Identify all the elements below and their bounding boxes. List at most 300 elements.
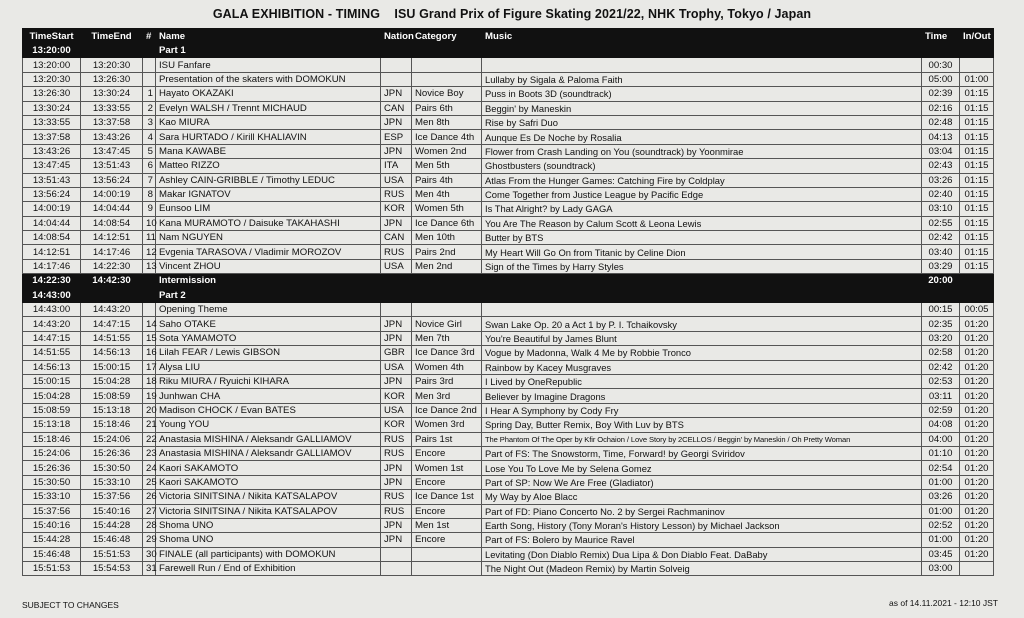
name-cell: Sota YAMAMOTO	[156, 331, 381, 345]
nation-cell: KOR	[381, 389, 412, 403]
time-end-cell: 13:30:24	[81, 87, 143, 101]
nation-cell: USA	[381, 259, 412, 273]
time-start-cell: 13:56:24	[23, 187, 81, 201]
number-cell	[143, 72, 156, 86]
in-out-cell: 01:15	[960, 115, 994, 129]
time-end-cell: 15:54:53	[81, 562, 143, 576]
column-header-in-out: In/Out	[960, 29, 994, 44]
empty-cell	[143, 288, 156, 302]
number-cell: 21	[143, 418, 156, 432]
empty-cell	[81, 288, 143, 302]
table-row	[23, 130, 994, 144]
number-cell: 23	[143, 446, 156, 460]
nation-cell: JPN	[381, 374, 412, 388]
number-cell: 28	[143, 518, 156, 532]
category-cell: Men 8th	[412, 115, 482, 129]
category-cell: Women 5th	[412, 202, 482, 216]
category-cell: Pairs 3rd	[412, 374, 482, 388]
table-row	[23, 72, 994, 86]
name-cell: Lilah FEAR / Lewis GIBSON	[156, 346, 381, 360]
column-header-timeend: TimeEnd	[81, 29, 143, 44]
nation-cell: USA	[381, 403, 412, 417]
time-start-cell: 15:37:56	[23, 504, 81, 518]
time-cell: 02:59	[922, 403, 960, 417]
intermission-duration: 20:00	[922, 274, 960, 288]
time-end-cell: 14:51:55	[81, 331, 143, 345]
number-cell: 4	[143, 130, 156, 144]
time-cell: 00:30	[922, 58, 960, 72]
time-start-cell: 15:33:10	[23, 490, 81, 504]
time-end-cell: 14:08:54	[81, 216, 143, 230]
music-cell: Come Together from Justice League by Pacific Edge	[482, 187, 922, 201]
time-start-cell: 14:51:55	[23, 346, 81, 360]
music-cell: Swan Lake Op. 20 a Act 1 by P. I. Tchaikovsky	[482, 317, 922, 331]
time-cell: 00:15	[922, 303, 960, 317]
part-label: Part 2	[156, 288, 381, 302]
nation-cell: RUS	[381, 504, 412, 518]
part1-header-row	[23, 44, 994, 58]
time-end-cell: 15:13:18	[81, 403, 143, 417]
in-out-cell: 00:05	[960, 303, 994, 317]
event-name: ISU Grand Prix of Figure Skating 2021/22, NHK Trophy, Tokyo / Japan	[394, 7, 812, 21]
table-row	[23, 490, 994, 504]
time-cell: 03:04	[922, 144, 960, 158]
time-start-cell: 14:43:00	[23, 303, 81, 317]
category-cell	[412, 547, 482, 561]
nation-cell	[381, 58, 412, 72]
category-cell: Ice Dance 4th	[412, 130, 482, 144]
intermission-start: 14:22:30	[23, 274, 81, 288]
nation-cell: JPN	[381, 331, 412, 345]
music-cell: Part of FS: The Snowstorm, Time, Forward! by Georgi Sviridov	[482, 446, 922, 460]
category-cell: Men 2nd	[412, 259, 482, 273]
music-cell: Rainbow by Kacey Musgraves	[482, 360, 922, 374]
time-cell: 02:52	[922, 518, 960, 532]
in-out-cell	[960, 562, 994, 576]
music-cell: You're Beautiful by James Blunt	[482, 331, 922, 345]
number-cell: 19	[143, 389, 156, 403]
table-row	[23, 504, 994, 518]
category-cell: Encore	[412, 504, 482, 518]
empty-cell	[960, 274, 994, 288]
nation-cell: JPN	[381, 115, 412, 129]
number-cell: 6	[143, 159, 156, 173]
time-start-cell: 13:20:30	[23, 72, 81, 86]
time-end-cell: 15:04:28	[81, 374, 143, 388]
nation-cell: JPN	[381, 533, 412, 547]
number-cell: 10	[143, 216, 156, 230]
time-end-cell: 15:08:59	[81, 389, 143, 403]
music-cell: My Way by Aloe Blacc	[482, 490, 922, 504]
time-cell: 02:54	[922, 461, 960, 475]
time-cell: 02:43	[922, 159, 960, 173]
category-cell: Novice Girl	[412, 317, 482, 331]
column-header-timestart: TimeStart	[23, 29, 81, 44]
table-row	[23, 432, 994, 446]
name-cell: Madison CHOCK / Evan BATES	[156, 403, 381, 417]
number-cell	[143, 58, 156, 72]
name-cell: Mana KAWABE	[156, 144, 381, 158]
time-start-cell: 15:00:15	[23, 374, 81, 388]
in-out-cell: 01:20	[960, 446, 994, 460]
column-header-number: #	[143, 29, 156, 44]
name-cell: Anastasia MISHINA / Aleksandr GALLIAMOV	[156, 446, 381, 460]
name-cell: Riku MIURA / Ryuichi KIHARA	[156, 374, 381, 388]
music-cell: My Heart Will Go On from Titanic by Celine Dion	[482, 245, 922, 259]
number-cell: 11	[143, 231, 156, 245]
table-row	[23, 303, 994, 317]
table-row	[23, 317, 994, 331]
nation-cell: ITA	[381, 159, 412, 173]
name-cell: Opening Theme	[156, 303, 381, 317]
nation-cell: RUS	[381, 446, 412, 460]
table-row	[23, 231, 994, 245]
time-cell: 03:26	[922, 173, 960, 187]
category-cell: Pairs 2nd	[412, 245, 482, 259]
part-start-time: 13:20:00	[23, 44, 81, 58]
time-end-cell: 13:20:30	[81, 58, 143, 72]
time-cell: 02:53	[922, 374, 960, 388]
number-cell	[143, 303, 156, 317]
table-row	[23, 144, 994, 158]
in-out-cell: 01:20	[960, 504, 994, 518]
category-cell: Encore	[412, 446, 482, 460]
nation-cell	[381, 562, 412, 576]
category-cell: Men 5th	[412, 159, 482, 173]
table-row	[23, 389, 994, 403]
in-out-cell: 01:15	[960, 202, 994, 216]
music-cell: Vogue by Madonna, Walk 4 Me by Robbie Tronco	[482, 346, 922, 360]
category-cell: Ice Dance 3rd	[412, 346, 482, 360]
time-end-cell: 15:44:28	[81, 518, 143, 532]
name-cell: Kaori SAKAMOTO	[156, 461, 381, 475]
category-cell: Encore	[412, 475, 482, 489]
number-cell: 8	[143, 187, 156, 201]
time-end-cell: 15:33:10	[81, 475, 143, 489]
table-row	[23, 202, 994, 216]
time-cell: 03:20	[922, 331, 960, 345]
name-cell: Shoma UNO	[156, 533, 381, 547]
table-row	[23, 475, 994, 489]
time-start-cell: 14:00:19	[23, 202, 81, 216]
nation-cell: ESP	[381, 130, 412, 144]
nation-cell: JPN	[381, 461, 412, 475]
time-end-cell: 13:26:30	[81, 72, 143, 86]
time-end-cell: 13:33:55	[81, 101, 143, 115]
name-cell: Shoma UNO	[156, 518, 381, 532]
name-cell: Makar IGNATOV	[156, 187, 381, 201]
time-start-cell: 15:30:50	[23, 475, 81, 489]
time-cell: 02:48	[922, 115, 960, 129]
time-cell: 02:42	[922, 360, 960, 374]
in-out-cell: 01:20	[960, 331, 994, 345]
time-start-cell: 15:51:53	[23, 562, 81, 576]
nation-cell: RUS	[381, 490, 412, 504]
time-start-cell: 13:51:43	[23, 173, 81, 187]
subject-to-changes-note: SUBJECT TO CHANGES	[22, 600, 119, 610]
music-cell: Puss in Boots 3D (soundtrack)	[482, 87, 922, 101]
music-cell: Levitating (Don Diablo Remix) Dua Lipa & Don Diablo Feat. DaBaby	[482, 547, 922, 561]
table-body	[23, 44, 994, 576]
time-start-cell: 13:30:24	[23, 101, 81, 115]
in-out-cell: 01:15	[960, 130, 994, 144]
category-cell: Encore	[412, 533, 482, 547]
music-cell: Is That Alright? by Lady GAGA	[482, 202, 922, 216]
name-cell: Evelyn WALSH / Trennt MICHAUD	[156, 101, 381, 115]
nation-cell: JPN	[381, 144, 412, 158]
nation-cell: KOR	[381, 418, 412, 432]
name-cell: Kao MIURA	[156, 115, 381, 129]
category-cell: Women 3rd	[412, 418, 482, 432]
time-end-cell: 15:30:50	[81, 461, 143, 475]
nation-cell: USA	[381, 173, 412, 187]
time-start-cell: 14:12:51	[23, 245, 81, 259]
table-row	[23, 446, 994, 460]
category-cell: Women 1st	[412, 461, 482, 475]
name-cell: Kaori SAKAMOTO	[156, 475, 381, 489]
nation-cell: JPN	[381, 317, 412, 331]
in-out-cell: 01:20	[960, 475, 994, 489]
empty-cell	[143, 274, 156, 288]
name-cell: FINALE (all participants) with DOMOKUN	[156, 547, 381, 561]
number-cell: 3	[143, 115, 156, 129]
nation-cell: RUS	[381, 187, 412, 201]
time-cell: 03:29	[922, 259, 960, 273]
nation-cell: USA	[381, 360, 412, 374]
number-cell: 26	[143, 490, 156, 504]
part-start-time: 14:43:00	[23, 288, 81, 302]
number-cell: 18	[143, 374, 156, 388]
nation-cell: RUS	[381, 432, 412, 446]
in-out-cell: 01:20	[960, 317, 994, 331]
in-out-cell: 01:15	[960, 245, 994, 259]
time-start-cell: 15:08:59	[23, 403, 81, 417]
time-end-cell: 15:24:06	[81, 432, 143, 446]
category-cell	[412, 72, 482, 86]
nation-cell: JPN	[381, 475, 412, 489]
category-cell: Novice Boy	[412, 87, 482, 101]
time-end-cell: 14:04:44	[81, 202, 143, 216]
time-end-cell: 15:46:48	[81, 533, 143, 547]
time-cell: 02:39	[922, 87, 960, 101]
empty-cell	[381, 274, 922, 288]
time-cell: 03:11	[922, 389, 960, 403]
time-cell: 03:45	[922, 547, 960, 561]
name-cell: Eunsoo LIM	[156, 202, 381, 216]
table-row	[23, 259, 994, 273]
category-cell: Ice Dance 6th	[412, 216, 482, 230]
time-cell: 02:35	[922, 317, 960, 331]
number-cell: 27	[143, 504, 156, 518]
in-out-cell: 01:15	[960, 216, 994, 230]
music-cell: The Night Out (Madeon Remix) by Martin Solveig	[482, 562, 922, 576]
time-start-cell: 13:43:26	[23, 144, 81, 158]
nation-cell	[381, 303, 412, 317]
number-cell: 17	[143, 360, 156, 374]
category-cell: Ice Dance 2nd	[412, 403, 482, 417]
time-cell: 04:08	[922, 418, 960, 432]
nation-cell: JPN	[381, 518, 412, 532]
music-cell: Lose You To Love Me by Selena Gomez	[482, 461, 922, 475]
time-end-cell: 15:51:53	[81, 547, 143, 561]
table-row	[23, 245, 994, 259]
table-row	[23, 346, 994, 360]
table-row	[23, 331, 994, 345]
in-out-cell: 01:20	[960, 418, 994, 432]
name-cell: Young YOU	[156, 418, 381, 432]
time-start-cell: 14:56:13	[23, 360, 81, 374]
in-out-cell: 01:20	[960, 533, 994, 547]
column-header-nation: Nation	[381, 29, 412, 44]
in-out-cell: 01:15	[960, 231, 994, 245]
empty-cell	[381, 288, 994, 302]
name-cell: Farewell Run / End of Exhibition	[156, 562, 381, 576]
number-cell: 24	[143, 461, 156, 475]
music-cell: Part of FS: Bolero by Maurice Ravel	[482, 533, 922, 547]
time-end-cell: 14:43:20	[81, 303, 143, 317]
number-cell: 22	[143, 432, 156, 446]
name-cell: Anastasia MISHINA / Aleksandr GALLIAMOV	[156, 432, 381, 446]
time-cell: 03:00	[922, 562, 960, 576]
name-cell: Ashley CAIN-GRIBBLE / Timothy LEDUC	[156, 173, 381, 187]
number-cell: 29	[143, 533, 156, 547]
nation-cell: JPN	[381, 216, 412, 230]
nation-cell: RUS	[381, 245, 412, 259]
name-cell: Kana MURAMOTO / Daisuke TAKAHASHI	[156, 216, 381, 230]
timing-sheet	[22, 28, 993, 598]
time-cell: 02:58	[922, 346, 960, 360]
table-row	[23, 547, 994, 561]
table-row	[23, 159, 994, 173]
time-start-cell: 15:18:46	[23, 432, 81, 446]
in-out-cell: 01:15	[960, 187, 994, 201]
number-cell: 25	[143, 475, 156, 489]
time-start-cell: 15:44:28	[23, 533, 81, 547]
number-cell: 1	[143, 87, 156, 101]
time-end-cell: 15:26:36	[81, 446, 143, 460]
table-row	[23, 187, 994, 201]
name-cell: Hayato OKAZAKI	[156, 87, 381, 101]
number-cell: 30	[143, 547, 156, 561]
music-cell: The Phantom Of The Oper by Kfir Ochaion / Love Story by 2CELLOS / Beggin' by Maneskin / Oh Pretty Woman	[482, 432, 922, 446]
name-cell: Victoria SINITSINA / Nikita KATSALAPOV	[156, 504, 381, 518]
table-row	[23, 58, 994, 72]
in-out-cell: 01:15	[960, 173, 994, 187]
name-cell: Nam NGUYEN	[156, 231, 381, 245]
time-cell: 04:00	[922, 432, 960, 446]
table-row	[23, 533, 994, 547]
table-row	[23, 360, 994, 374]
music-cell: Part of FD: Piano Concerto No. 2 by Sergei Rachmaninov	[482, 504, 922, 518]
music-cell: Aunque Es De Noche by Rosalia	[482, 130, 922, 144]
time-end-cell: 14:47:15	[81, 317, 143, 331]
number-cell: 7	[143, 173, 156, 187]
header-row	[23, 29, 994, 44]
in-out-cell	[960, 58, 994, 72]
time-cell: 04:13	[922, 130, 960, 144]
number-cell: 16	[143, 346, 156, 360]
column-header-time: Time	[922, 29, 960, 44]
intermission-label: Intermission	[156, 274, 381, 288]
empty-cell	[143, 44, 156, 58]
table-row	[23, 115, 994, 129]
time-end-cell: 14:56:13	[81, 346, 143, 360]
time-start-cell: 13:47:45	[23, 159, 81, 173]
number-cell: 5	[143, 144, 156, 158]
time-end-cell: 15:00:15	[81, 360, 143, 374]
music-cell: Beggin' by Maneskin	[482, 101, 922, 115]
category-cell: Men 1st	[412, 518, 482, 532]
in-out-cell: 01:15	[960, 101, 994, 115]
table-row	[23, 374, 994, 388]
time-start-cell: 13:20:00	[23, 58, 81, 72]
music-cell: Ghostbusters (soundtrack)	[482, 159, 922, 173]
music-cell: Spring Day, Butter Remix, Boy With Luv by BTS	[482, 418, 922, 432]
name-cell: Presentation of the skaters with DOMOKUN	[156, 72, 381, 86]
number-cell: 20	[143, 403, 156, 417]
time-start-cell: 14:08:54	[23, 231, 81, 245]
category-cell: Men 7th	[412, 331, 482, 345]
nation-cell: KOR	[381, 202, 412, 216]
number-cell: 15	[143, 331, 156, 345]
table-row	[23, 518, 994, 532]
music-cell: Flower from Crash Landing on You (soundtrack) by Yoonmirae	[482, 144, 922, 158]
table-row	[23, 216, 994, 230]
time-cell: 05:00	[922, 72, 960, 86]
time-cell: 01:00	[922, 475, 960, 489]
time-cell: 03:10	[922, 202, 960, 216]
time-cell: 01:00	[922, 533, 960, 547]
time-start-cell: 15:24:06	[23, 446, 81, 460]
number-cell: 12	[143, 245, 156, 259]
in-out-cell: 01:20	[960, 389, 994, 403]
category-cell: Pairs 4th	[412, 173, 482, 187]
name-cell: Evgenia TARASOVA / Vladimir MOROZOV	[156, 245, 381, 259]
category-cell: Women 2nd	[412, 144, 482, 158]
nation-cell: CAN	[381, 101, 412, 115]
nation-cell: GBR	[381, 346, 412, 360]
name-cell: ISU Fanfare	[156, 58, 381, 72]
time-start-cell: 13:33:55	[23, 115, 81, 129]
music-cell: Believer by Imagine Dragons	[482, 389, 922, 403]
time-end-cell: 15:18:46	[81, 418, 143, 432]
category-cell: Ice Dance 1st	[412, 490, 482, 504]
music-cell: I Lived by OneRepublic	[482, 374, 922, 388]
category-cell: Men 4th	[412, 187, 482, 201]
name-cell: Vincent ZHOU	[156, 259, 381, 273]
music-cell: You Are The Reason by Calum Scott & Leona Lewis	[482, 216, 922, 230]
in-out-cell: 01:15	[960, 144, 994, 158]
time-start-cell: 14:43:20	[23, 317, 81, 331]
empty-cell	[381, 44, 994, 58]
time-start-cell: 14:04:44	[23, 216, 81, 230]
part2-header-row	[23, 288, 994, 302]
time-end-cell: 13:47:45	[81, 144, 143, 158]
number-cell: 31	[143, 562, 156, 576]
in-out-cell: 01:20	[960, 461, 994, 475]
time-start-cell: 15:04:28	[23, 389, 81, 403]
name-cell: Junhwan CHA	[156, 389, 381, 403]
table-row	[23, 562, 994, 576]
empty-cell	[81, 44, 143, 58]
time-start-cell: 13:26:30	[23, 87, 81, 101]
music-cell: Rise by Safri Duo	[482, 115, 922, 129]
time-cell: 02:16	[922, 101, 960, 115]
as-of-timestamp: as of 14.11.2021 - 12:10 JST	[889, 598, 998, 608]
number-cell: 2	[143, 101, 156, 115]
category-cell	[412, 303, 482, 317]
time-start-cell: 14:47:15	[23, 331, 81, 345]
